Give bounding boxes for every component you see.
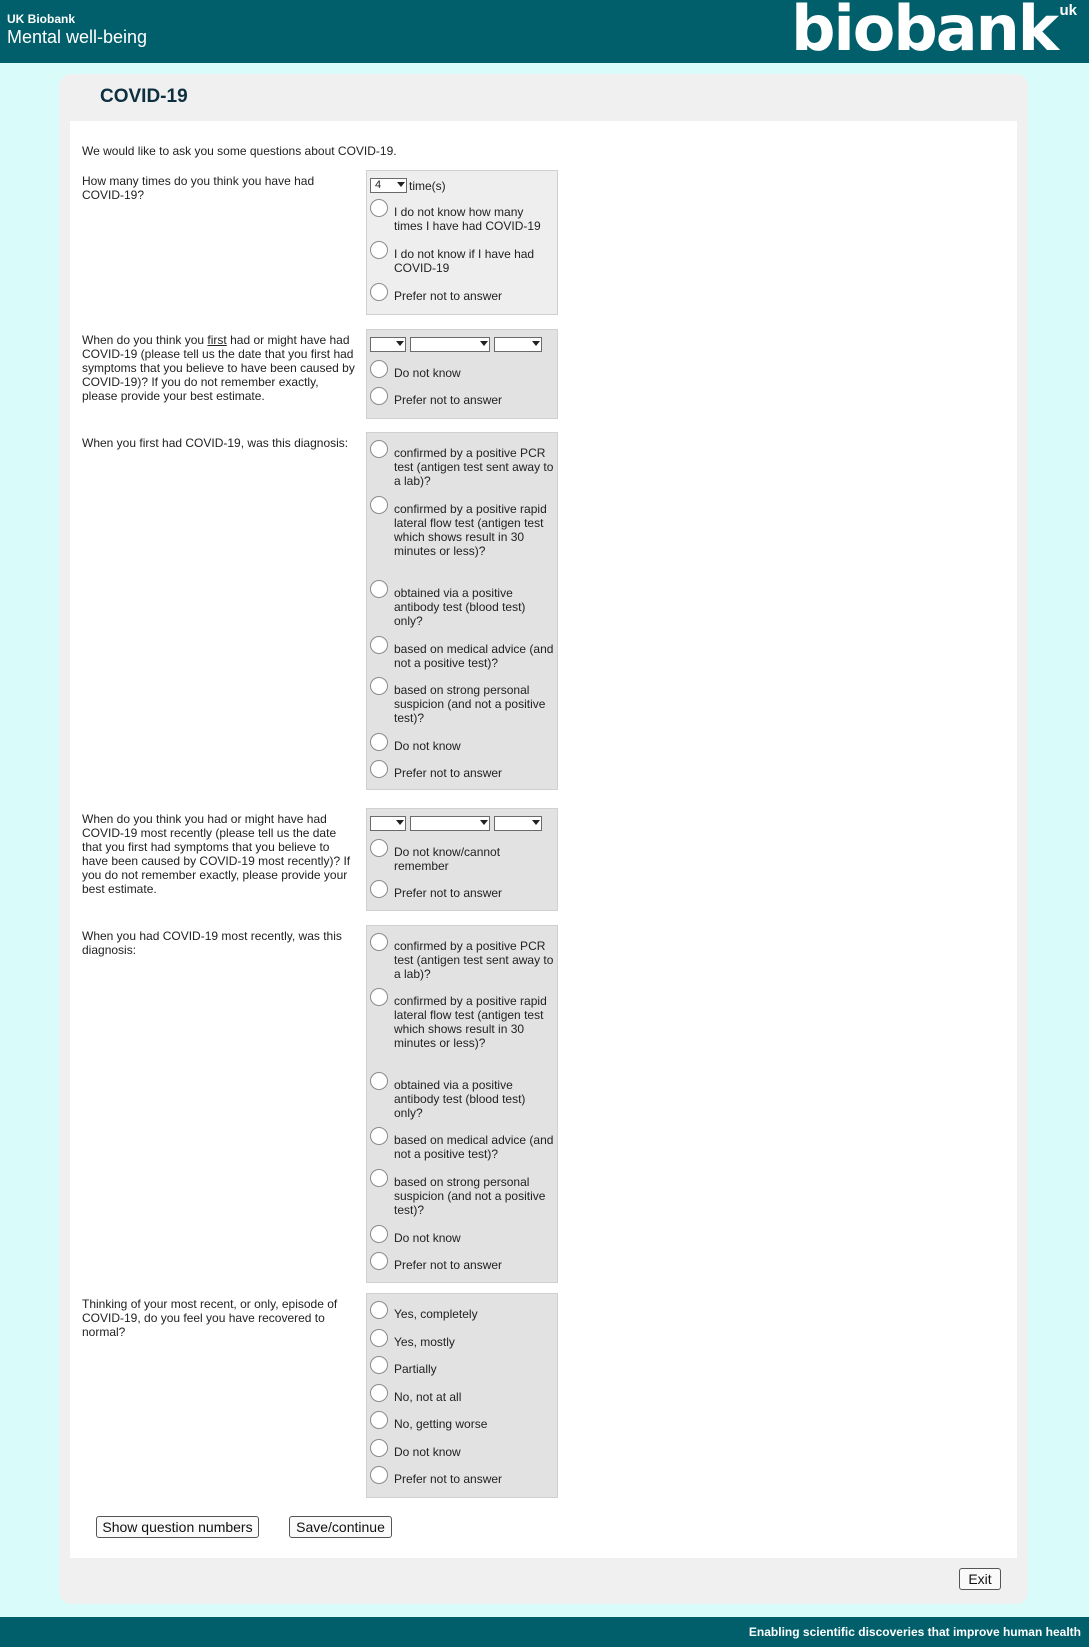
logo-text: biobank — [791, 0, 1057, 65]
radio-option-label: Do not know/cannot remember — [394, 845, 501, 873]
question-first-covid-date — [82, 333, 356, 403]
question-recent-diagnosis: When you had COVID-19 most recently, was this diagnosis: — [82, 929, 342, 957]
answer-times-had-covid — [366, 170, 558, 315]
radio-button[interactable] — [370, 988, 388, 1006]
radio-option[interactable] — [370, 205, 552, 233]
questionnaire-card — [59, 74, 1028, 1604]
radio-option-label: Yes, mostly — [394, 1335, 455, 1349]
radio-option-label: Prefer not to answer — [394, 1472, 503, 1486]
times-select-value: 4 — [375, 179, 382, 191]
answer-first-diagnosis — [366, 432, 558, 790]
radio-option[interactable] — [370, 1335, 552, 1349]
radio-option-label: confirmed by a positive PCR test (antigen test sent away to a lab)? — [394, 446, 554, 488]
day-select[interactable] — [370, 816, 406, 831]
radio-option[interactable] — [370, 1307, 552, 1321]
radio-option-label: confirmed by a positive rapid lateral flow test (antigen test which shows result in 30 minutes or less)? — [394, 994, 547, 1050]
radio-option[interactable] — [370, 1390, 552, 1404]
logo-suffix: uk — [1059, 2, 1077, 19]
app-header — [0, 0, 1089, 63]
radio-option-label: based on strong personal suspicion (and not a positive test)? — [394, 683, 546, 725]
answer-recent-covid-date — [366, 808, 558, 911]
app-title: Mental well-being — [7, 27, 148, 47]
radio-option-label: Yes, completely — [394, 1307, 478, 1321]
month-select[interactable] — [410, 816, 490, 831]
question-times-had-covid: How many times do you think you have had COVID-19? — [82, 174, 315, 202]
radio-option[interactable] — [370, 1417, 552, 1431]
radio-option[interactable] — [370, 502, 552, 572]
chevron-down-icon — [480, 820, 486, 826]
question-recovered: Thinking of your most recent, or only, episode of COVID-19, do you feel you have recovered to normal? — [82, 1297, 338, 1339]
footer-tagline: Enabling scientific discoveries that improve human health — [748, 1625, 1081, 1639]
show-question-numbers-button[interactable]: Show question numbers — [96, 1516, 259, 1538]
question-text-emphasis: first — [207, 333, 227, 347]
radio-button[interactable] — [370, 241, 388, 259]
radio-option-label: Prefer not to answer — [394, 289, 503, 303]
radio-option[interactable] — [370, 1078, 552, 1120]
radio-option[interactable] — [370, 766, 552, 780]
radio-option[interactable] — [370, 393, 552, 407]
radio-option[interactable] — [370, 1133, 552, 1161]
radio-option-label: based on medical advice (and not a positive test)? — [394, 1133, 554, 1161]
radio-option[interactable] — [370, 1472, 552, 1486]
radio-button[interactable] — [370, 1384, 388, 1402]
radio-option[interactable] — [370, 1445, 552, 1459]
times-suffix-label: time(s) — [409, 179, 446, 193]
chevron-down-icon — [532, 341, 538, 347]
page-title: COVID-19 — [100, 86, 188, 107]
radio-option-label: Do not know — [394, 366, 461, 380]
radio-button[interactable] — [370, 387, 388, 405]
radio-option[interactable] — [370, 446, 552, 488]
radio-option[interactable] — [370, 845, 552, 873]
radio-option-label: Prefer not to answer — [394, 1258, 503, 1272]
radio-button[interactable] — [370, 1127, 388, 1145]
radio-button[interactable] — [370, 199, 388, 217]
chevron-down-icon — [396, 341, 402, 347]
radio-option-label: Do not know — [394, 1231, 461, 1245]
radio-button[interactable] — [370, 760, 388, 778]
question-first-diagnosis: When you first had COVID-19, was this diagnosis: — [82, 436, 349, 450]
radio-option[interactable] — [370, 994, 552, 1064]
radio-option-label: obtained via a positive antibody test (blood test) only? — [394, 586, 526, 628]
intro-text: We would like to ask you some questions about COVID-19. — [82, 144, 397, 158]
answer-recent-diagnosis — [366, 925, 558, 1283]
radio-button[interactable] — [370, 1072, 388, 1090]
app-footer — [0, 1617, 1089, 1647]
radio-button[interactable] — [370, 933, 388, 951]
radio-button[interactable] — [370, 440, 388, 458]
radio-option-label: obtained via a positive antibody test (blood test) only? — [394, 1078, 526, 1120]
radio-option-label: Prefer not to answer — [394, 393, 503, 407]
radio-option[interactable] — [370, 247, 552, 275]
radio-option-label: Partially — [394, 1362, 437, 1376]
radio-option[interactable] — [370, 1362, 552, 1376]
month-select[interactable] — [410, 337, 490, 352]
radio-button[interactable] — [370, 1169, 388, 1187]
radio-button[interactable] — [370, 1329, 388, 1347]
radio-option[interactable] — [370, 642, 552, 670]
radio-option-label: confirmed by a positive PCR test (antigen test sent away to a lab)? — [394, 939, 554, 981]
exit-button[interactable]: Exit — [959, 1568, 1001, 1590]
radio-button[interactable] — [370, 283, 388, 301]
radio-button[interactable] — [370, 636, 388, 654]
answer-first-covid-date — [366, 329, 558, 419]
day-select[interactable] — [370, 337, 406, 352]
question-text-pre: When do you think you — [82, 333, 208, 347]
year-select[interactable] — [494, 816, 542, 831]
question-text-post: had or might have had COVID-19 (please tell us the date that you first had symptoms that you believe to have been caused by COVID-19)? If you do not remember exactly, please provide your best estimate. — [82, 333, 355, 403]
radio-option-label: confirmed by a positive rapid lateral flow test (antigen test which shows result in 30 minutes or less)? — [394, 502, 547, 558]
radio-option[interactable] — [370, 1258, 552, 1272]
year-select[interactable] — [494, 337, 542, 352]
radio-button[interactable] — [370, 1252, 388, 1270]
radio-button[interactable] — [370, 1439, 388, 1457]
radio-option[interactable] — [370, 366, 552, 380]
radio-button[interactable] — [370, 839, 388, 857]
radio-option[interactable] — [370, 289, 552, 303]
radio-button[interactable] — [370, 1466, 388, 1484]
radio-button[interactable] — [370, 677, 388, 695]
radio-button[interactable] — [370, 1356, 388, 1374]
radio-option-label: I do not know if I have had COVID-19 — [394, 247, 535, 275]
question-recent-covid-date: When do you think you had or might have had COVID-19 most recently (please tell us the date that you first had symptoms that you believe to have been caused by COVID-19 most recently)? If you do not remember exactly, please provide your best estimate. — [82, 812, 351, 896]
radio-option-label: No, not at all — [394, 1390, 462, 1404]
radio-option-label: Do not know — [394, 739, 461, 753]
answer-recovered — [366, 1293, 558, 1498]
radio-option[interactable] — [370, 1175, 552, 1217]
biobank-logo — [787, 0, 1077, 63]
radio-option[interactable] — [370, 683, 552, 725]
radio-option-label: based on medical advice (and not a positive test)? — [394, 642, 554, 670]
radio-button[interactable] — [370, 1225, 388, 1243]
chevron-down-icon — [396, 820, 402, 826]
chevron-down-icon — [532, 820, 538, 826]
radio-option[interactable] — [370, 886, 552, 900]
save-continue-button[interactable]: Save/continue — [289, 1516, 392, 1538]
radio-button[interactable] — [370, 496, 388, 514]
radio-option[interactable] — [370, 1231, 552, 1245]
radio-button[interactable] — [370, 360, 388, 378]
radio-option[interactable] — [370, 939, 552, 981]
radio-option-label: based on strong personal suspicion (and not a positive test)? — [394, 1175, 546, 1217]
radio-option-label: Prefer not to answer — [394, 766, 503, 780]
radio-button[interactable] — [370, 1301, 388, 1319]
radio-option[interactable] — [370, 586, 552, 628]
radio-option-label: No, getting worse — [394, 1417, 488, 1431]
radio-option-label: Prefer not to answer — [394, 886, 503, 900]
radio-option-label: I do not know how many times I have had COVID-19 — [394, 205, 541, 233]
radio-button[interactable] — [370, 733, 388, 751]
radio-button[interactable] — [370, 580, 388, 598]
org-label: UK Biobank — [7, 12, 76, 26]
radio-button[interactable] — [370, 1411, 388, 1429]
radio-button[interactable] — [370, 880, 388, 898]
questionnaire-body — [70, 121, 1017, 1558]
times-select[interactable] — [370, 178, 407, 193]
chevron-down-icon — [397, 182, 403, 188]
radio-option[interactable] — [370, 739, 552, 753]
chevron-down-icon — [480, 341, 486, 347]
radio-option-label: Do not know — [394, 1445, 461, 1459]
